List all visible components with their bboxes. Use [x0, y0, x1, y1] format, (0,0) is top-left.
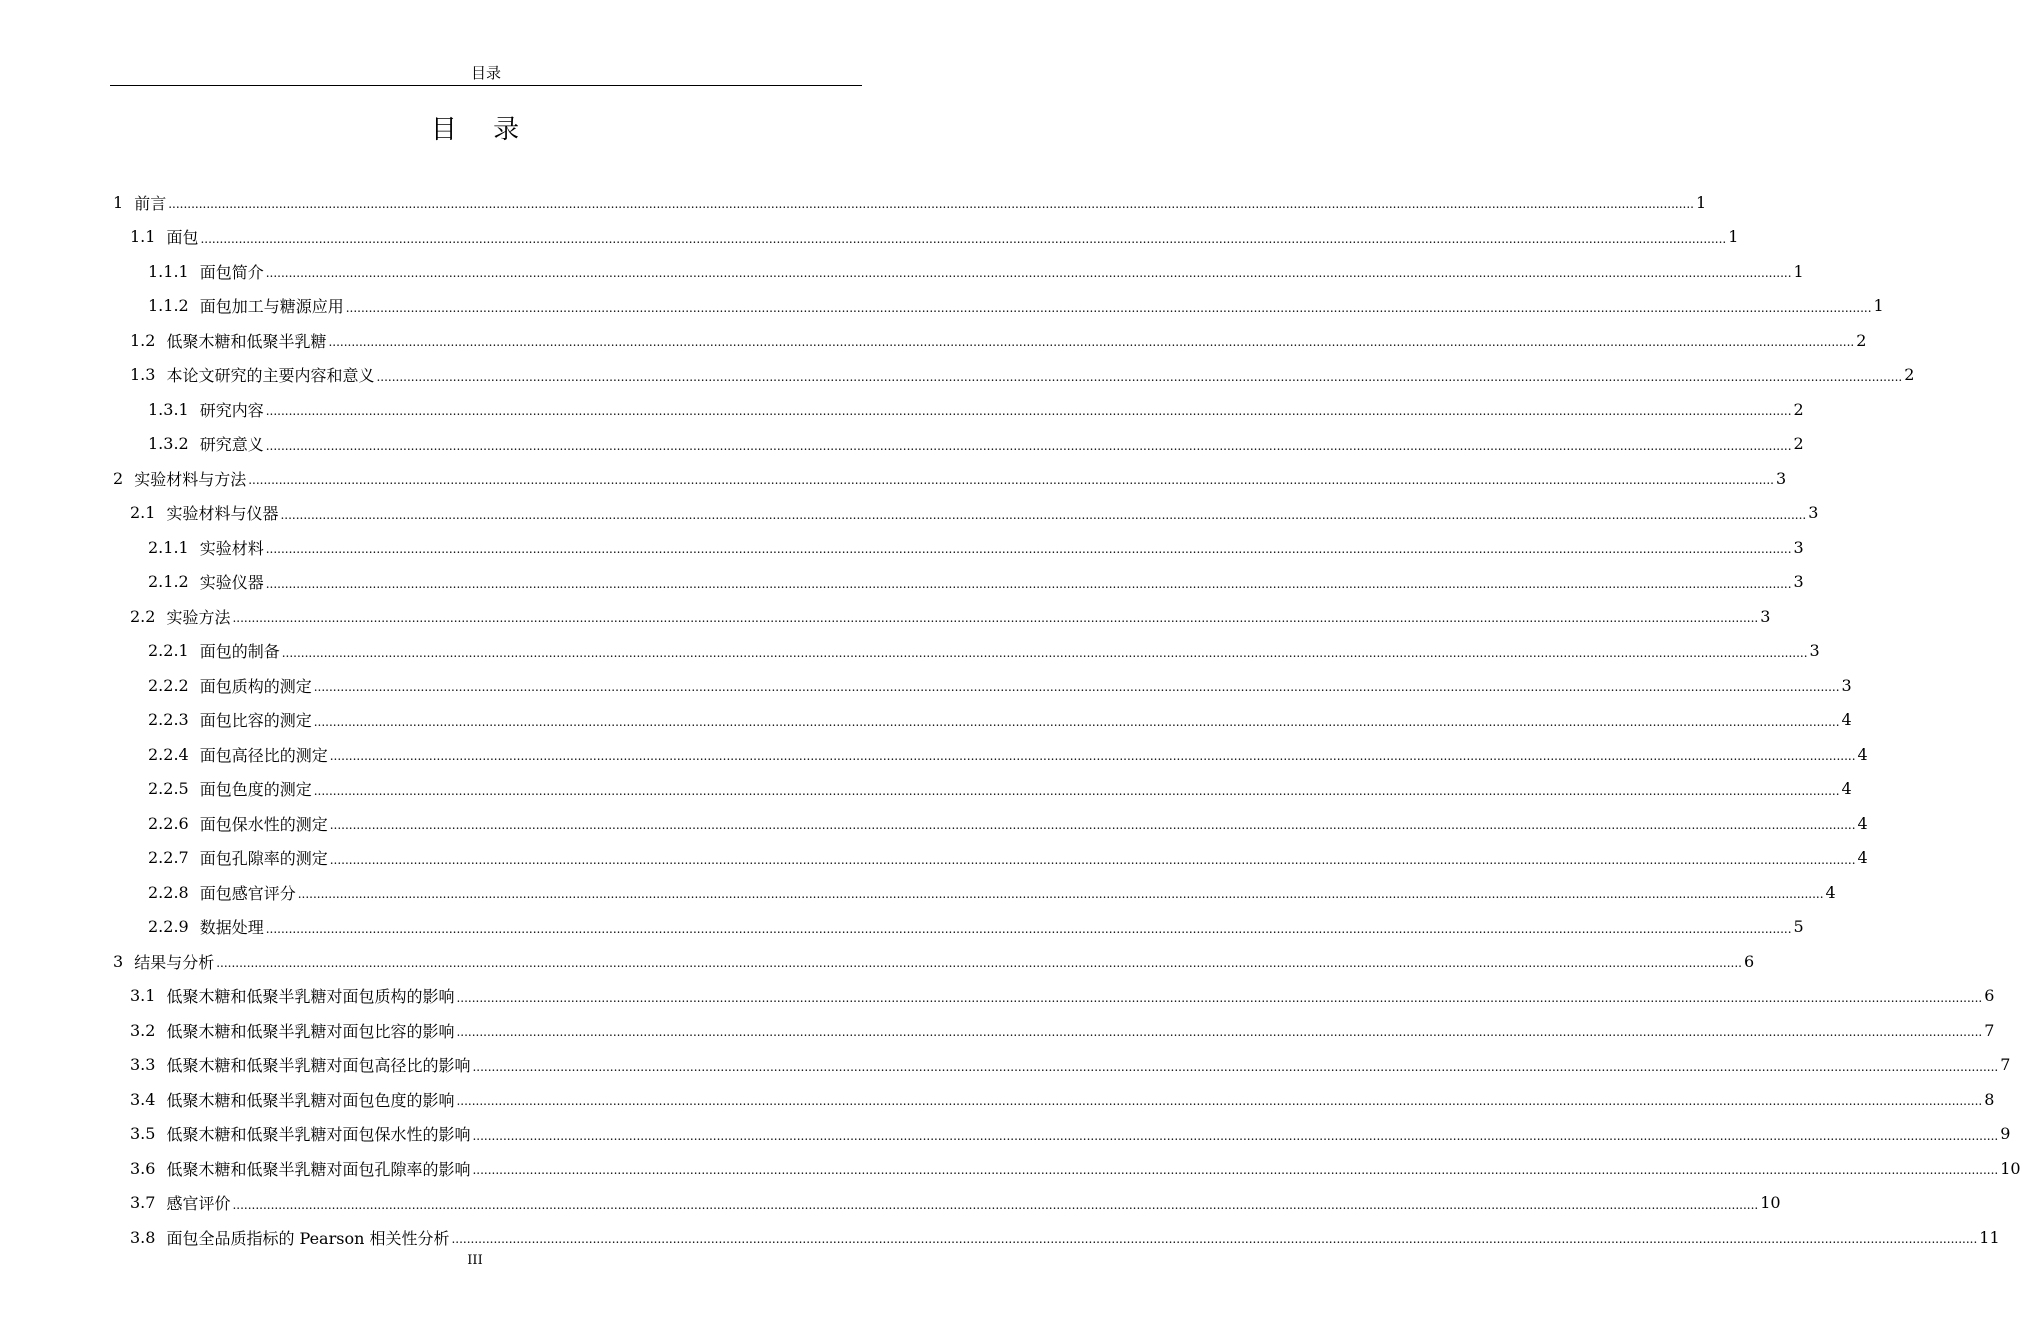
toc-entry-number: 2.2.3 [148, 710, 189, 729]
toc-entry-text: 实验仪器 [199, 573, 264, 592]
toc-entry-page: 4 [1857, 848, 1868, 867]
toc-entry-page: 3 [1760, 606, 1771, 626]
toc-entry-page: 3 [1841, 675, 1852, 695]
toc-dot-leader: ................................................................................................................................................................................................................................................................................................................................................................................................................ [313, 680, 1840, 694]
toc-entry-page: 4 [1841, 710, 1852, 729]
toc-entry-page: 3 [1808, 503, 1819, 522]
toc-entry[interactable] [113, 185, 1707, 219]
toc-entry[interactable] [148, 806, 1868, 840]
toc-entry[interactable] [148, 634, 1820, 668]
toc-title: 目 录 [430, 115, 534, 145]
toc-entry[interactable] [130, 1151, 2021, 1185]
toc-dot-leader: ................................................................................................................................................................................................................................................................................................................................................................................................................ [328, 335, 1855, 349]
toc-entry-number: 3.5 [130, 1124, 156, 1143]
toc-entry[interactable] [130, 1186, 1781, 1220]
toc-entry[interactable] [130, 323, 1867, 357]
toc-entry-page: 1 [1873, 296, 1884, 315]
toc-entry-page: 6 [1984, 986, 1995, 1005]
toc-entry[interactable] [148, 427, 1804, 461]
toc-entry-text: 面包保水性的测定 [199, 814, 328, 834]
toc-dot-leader: ................................................................................................................................................................................................................................................................................................................................................................................................................ [329, 818, 1856, 832]
toc-entry[interactable] [130, 1220, 2000, 1254]
toc-entry-number: 1.3.2 [148, 434, 189, 453]
toc-entry-text: 面包的制备 [199, 642, 280, 661]
toc-dot-leader: ................................................................................................................................................................................................................................................................................................................................................................................................................ [232, 1197, 1759, 1212]
toc-entry-page: 9 [2000, 1124, 2011, 1143]
toc-dot-leader: ................................................................................................................................................................................................................................................................................................................................................................................................................ [456, 1025, 1983, 1039]
toc-entry[interactable] [148, 254, 1804, 288]
toc-entry-text: 面包简介 [199, 262, 264, 282]
toc-entry-text: 面包质构的测定 [199, 676, 312, 696]
toc-entry-number: 1.1.1 [148, 261, 189, 281]
toc-entry-number: 1.3 [130, 365, 156, 384]
toc-entry[interactable] [130, 1117, 2011, 1151]
toc-entry-number: 3.2 [130, 1020, 156, 1040]
toc-entry-page: 3 [1809, 641, 1820, 660]
toc-entry[interactable] [148, 392, 1804, 426]
toc-dot-leader: ................................................................................................................................................................................................................................................................................................................................................................................................................ [265, 921, 1792, 936]
toc-entry-text: 低聚木糖和低聚半乳糖对面包孔隙率的影响 [166, 1159, 471, 1179]
toc-entry-page: 5 [1793, 917, 1804, 936]
toc-entry-page: 3 [1775, 468, 1787, 488]
toc-entry-page: 4 [1825, 882, 1836, 902]
toc-entry-text: 实验材料与仪器 [166, 504, 279, 523]
toc-entry-text: 低聚木糖和低聚半乳糖对面包色度的影响 [166, 1090, 455, 1110]
toc-entry[interactable] [148, 289, 1884, 323]
toc-entry-text: 数据处理 [199, 918, 264, 937]
toc-entry-page: 1 [1695, 192, 1707, 212]
toc-entry-page: 2 [1793, 399, 1804, 419]
toc-dot-leader: ................................................................................................................................................................................................................................................................................................................................................................................................................ [472, 1128, 1999, 1143]
toc-dot-leader: ................................................................................................................................................................................................................................................................................................................................................................................................................ [313, 714, 1840, 729]
toc-entry-page: 7 [1984, 1020, 1995, 1040]
toc-dot-leader: ................................................................................................................................................................................................................................................................................................................................................................................................................ [376, 369, 1903, 384]
toc-entry[interactable] [130, 1082, 1995, 1116]
toc-dot-leader: ................................................................................................................................................................................................................................................................................................................................................................................................................ [329, 749, 1856, 763]
toc-dot-leader: ................................................................................................................................................................................................................................................................................................................................................................................................................ [265, 266, 1792, 280]
toc-entry-number: 3.7 [130, 1193, 156, 1212]
toc-entry-number: 1.3.1 [148, 399, 189, 419]
toc-entry-text: 低聚木糖和低聚半乳糖对面包质构的影响 [166, 987, 455, 1006]
toc-entry-number: 3.1 [130, 986, 156, 1005]
toc-entry-text: 实验材料 [199, 538, 264, 558]
toc-entry-text: 面包全品质指标的 Pearson 相关性分析 [166, 1228, 450, 1248]
toc-entry-text: 面包加工与糖源应用 [199, 297, 344, 316]
toc-entry-page: 1 [1793, 261, 1804, 281]
toc-entry[interactable] [148, 772, 1852, 806]
toc-entry-number: 2.2.2 [148, 675, 189, 695]
toc-entry-number: 3.3 [130, 1055, 156, 1074]
toc-entry[interactable] [130, 358, 1915, 392]
toc-entry[interactable] [148, 703, 1852, 737]
toc-entry-text: 本论文研究的主要内容和意义 [166, 366, 375, 385]
toc-entry-page: 6 [1743, 951, 1755, 971]
toc-entry-number: 1.2 [130, 330, 156, 350]
toc-entry-number: 2.2.6 [148, 813, 189, 833]
toc-entry[interactable] [148, 565, 1804, 599]
toc-entry-page: 3 [1793, 572, 1804, 591]
toc-entry-text: 面包感官评分 [199, 883, 296, 903]
toc-entry-text: 面包 [166, 228, 199, 247]
toc-entry[interactable] [148, 910, 1804, 944]
toc-entry-number: 2.2.4 [148, 744, 189, 764]
toc-entry[interactable] [113, 944, 1755, 978]
toc-dot-leader: ................................................................................................................................................................................................................................................................................................................................................................................................................ [216, 956, 1742, 970]
toc-entry[interactable] [148, 875, 1836, 909]
toc-entry-number: 3.4 [130, 1089, 156, 1109]
toc-entry[interactable] [148, 530, 1804, 564]
toc-entry-number: 2.2 [130, 606, 156, 626]
toc-entry-number: 2.2.1 [148, 641, 189, 660]
toc-entry[interactable] [130, 599, 1771, 633]
toc-dot-leader: ................................................................................................................................................................................................................................................................................................................................................................................................................ [451, 1232, 1978, 1246]
toc-dot-leader: ................................................................................................................................................................................................................................................................................................................................................................................................................ [345, 300, 1872, 315]
toc-entry-text: 前言 [134, 193, 167, 213]
toc-dot-leader: ................................................................................................................................................................................................................................................................................................................................................................................................................ [472, 1163, 1999, 1177]
toc-entry-page: 1 [1728, 227, 1739, 246]
toc-entry[interactable] [130, 1048, 2011, 1082]
toc-entry-number: 3.8 [130, 1227, 156, 1247]
toc-entry-number: 2.1.1 [148, 537, 189, 557]
toc-entry[interactable] [130, 1013, 1995, 1047]
toc-entry[interactable] [113, 461, 1787, 495]
toc-dot-leader: ................................................................................................................................................................................................................................................................................................................................................................................................................ [472, 1059, 1999, 1074]
toc-entry-text: 研究内容 [199, 400, 264, 420]
toc-entry-page: 4 [1857, 813, 1868, 833]
toc-entry-page: 2 [1793, 434, 1804, 453]
toc-entry[interactable] [130, 979, 1995, 1013]
toc-entry-number: 1.1.2 [148, 296, 189, 315]
toc-dot-leader: ................................................................................................................................................................................................................................................................................................................................................................................................................ [248, 473, 1774, 487]
toc-entry-page: 8 [1984, 1089, 1995, 1109]
toc-dot-leader: ................................................................................................................................................................................................................................................................................................................................................................................................................ [329, 852, 1856, 867]
toc-dot-leader: ................................................................................................................................................................................................................................................................................................................................................................................................................ [265, 438, 1792, 453]
toc-entry-text: 低聚木糖和低聚半乳糖 [166, 331, 327, 351]
toc-entry-text: 面包色度的测定 [199, 780, 312, 799]
toc-entry-text: 低聚木糖和低聚半乳糖对面包保水性的影响 [166, 1125, 471, 1144]
toc-entry[interactable] [148, 668, 1852, 702]
toc-dot-leader: ................................................................................................................................................................................................................................................................................................................................................................................................................ [281, 645, 1808, 660]
toc-entry-number: 2.2.8 [148, 882, 189, 902]
toc-dot-leader: ................................................................................................................................................................................................................................................................................................................................................................................................................ [232, 611, 1759, 625]
toc-dot-leader: ................................................................................................................................................................................................................................................................................................................................................................................................................ [313, 783, 1840, 798]
toc-dot-leader: ................................................................................................................................................................................................................................................................................................................................................................................................................ [456, 990, 1983, 1005]
toc-entry-text: 面包高径比的测定 [199, 745, 328, 765]
toc-entry-page: 7 [2000, 1055, 2011, 1074]
toc-entry[interactable] [130, 220, 1739, 254]
toc-entry-page: 4 [1857, 744, 1868, 764]
toc-entry-page: 2 [1856, 330, 1867, 350]
header-rule [110, 85, 862, 86]
toc-entry-page: 11 [1979, 1227, 2000, 1247]
toc-entry-number: 2.1 [130, 503, 156, 522]
toc-entry-page: 2 [1904, 365, 1915, 384]
toc-entry-text: 实验方法 [166, 607, 231, 627]
toc-entry-text: 面包比容的测定 [199, 711, 312, 730]
toc-dot-leader: ................................................................................................................................................................................................................................................................................................................................................................................................................ [168, 197, 1694, 211]
toc-entry-text: 实验材料与方法 [134, 469, 247, 489]
toc-entry-number: 2 [113, 468, 124, 488]
toc-entry-number: 3.6 [130, 1158, 156, 1178]
toc-entry-number: 2.1.2 [148, 572, 189, 591]
toc-entry-text: 研究意义 [199, 435, 264, 454]
toc-dot-leader: ................................................................................................................................................................................................................................................................................................................................................................................................................ [297, 887, 1824, 901]
toc-entry-text: 面包孔隙率的测定 [199, 849, 328, 868]
toc-dot-leader: ................................................................................................................................................................................................................................................................................................................................................................................................................ [200, 231, 1727, 246]
toc-entry-text: 结果与分析 [134, 952, 215, 972]
toc-dot-leader: ................................................................................................................................................................................................................................................................................................................................................................................................................ [265, 404, 1792, 418]
toc-entry-page: 10 [2000, 1158, 2021, 1178]
toc-entry-number: 2.2.9 [148, 917, 189, 936]
toc-entry[interactable] [148, 841, 1868, 875]
toc-dot-leader: ................................................................................................................................................................................................................................................................................................................................................................................................................ [265, 576, 1792, 591]
toc-entry[interactable] [130, 496, 1819, 530]
toc-dot-leader: ................................................................................................................................................................................................................................................................................................................................................................................................................ [265, 542, 1792, 556]
toc-dot-leader: ................................................................................................................................................................................................................................................................................................................................................................................................................ [280, 507, 1807, 522]
toc-entry-number: 2.2.5 [148, 779, 189, 798]
toc-dot-leader: ................................................................................................................................................................................................................................................................................................................................................................................................................ [456, 1094, 1983, 1108]
toc-entry-page: 10 [1760, 1193, 1781, 1212]
toc-entry[interactable] [148, 737, 1868, 771]
toc-entry-text: 低聚木糖和低聚半乳糖对面包高径比的影响 [166, 1056, 471, 1075]
toc-entry-text: 感官评价 [166, 1194, 231, 1213]
toc-entry-page: 4 [1841, 779, 1852, 798]
toc-entry-page: 3 [1793, 537, 1804, 557]
running-header: 目录 [470, 64, 501, 82]
toc-entry-number: 3 [113, 951, 124, 971]
toc-entry-number: 1.1 [130, 227, 156, 246]
page-number: III [467, 1253, 483, 1268]
toc-entry-number: 2.2.7 [148, 848, 189, 867]
toc-entry-number: 1 [113, 192, 124, 212]
toc-entry-text: 低聚木糖和低聚半乳糖对面包比容的影响 [166, 1021, 455, 1041]
